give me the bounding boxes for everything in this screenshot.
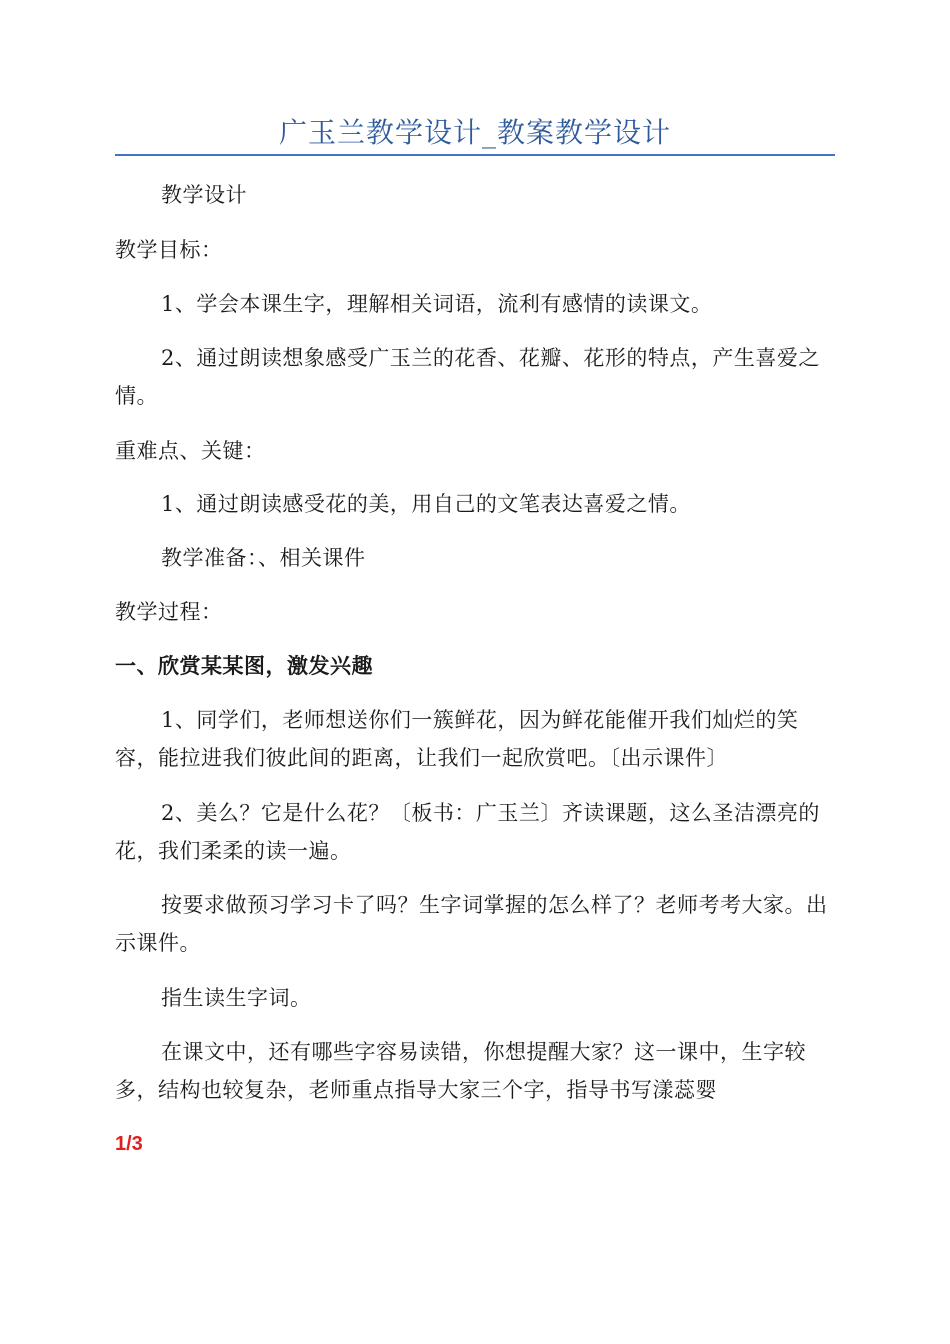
- paragraph-preparation: 教学准备：、相关课件: [161, 546, 366, 570]
- page-number: 1/3: [115, 1133, 143, 1155]
- paragraph-step-2: 2、美么？它是什么花？〔板书：广玉兰〕齐读课题，这么圣洁漂亮的花，我们柔柔的读一遍。: [115, 801, 820, 863]
- section-heading-1: 一、欣赏某某图，激发兴趣: [115, 654, 373, 678]
- paragraph-step-1: 1、同学们，老师想送你们一簇鲜花，因为鲜花能催开我们灿烂的笑容，能拉进我们彼此间的距离，让我们一起欣赏吧。〔出示课件〕: [115, 708, 799, 770]
- paragraph-objective-2: 2、通过朗读想象感受广玉兰的花香、花瓣、花形的特点，产生喜爱之情。: [115, 346, 820, 408]
- paragraph-hard-characters: 在课文中，还有哪些字容易读错，你想提醒大家？这一课中，生字较多，结构也较复杂，老师重点指导大家三个字，指导书写漾蕊婴: [115, 1040, 806, 1102]
- paragraph-heading-design: 教学设计: [161, 183, 247, 207]
- paragraph-objectives-label: 教学目标：: [115, 238, 223, 262]
- paragraph-key-point-1: 1、通过朗读感受花的美，用自己的文笔表达喜爱之情。: [161, 492, 691, 516]
- title-underline: [115, 154, 835, 156]
- paragraph-process-label: 教学过程：: [115, 600, 223, 624]
- paragraph-objective-1: 1、学会本课生字，理解相关词语，流利有感情的读课文。: [161, 292, 713, 316]
- paragraph-read-words: 指生读生字词。: [161, 986, 312, 1010]
- paragraph-preview-check: 按要求做预习学习卡了吗？生字词掌握的怎么样了？老师考考大家。出示课件。: [115, 893, 828, 955]
- document-title: 广玉兰教学设计_教案教学设计: [278, 116, 671, 149]
- paragraph-key-points-label: 重难点、关键：: [115, 439, 266, 463]
